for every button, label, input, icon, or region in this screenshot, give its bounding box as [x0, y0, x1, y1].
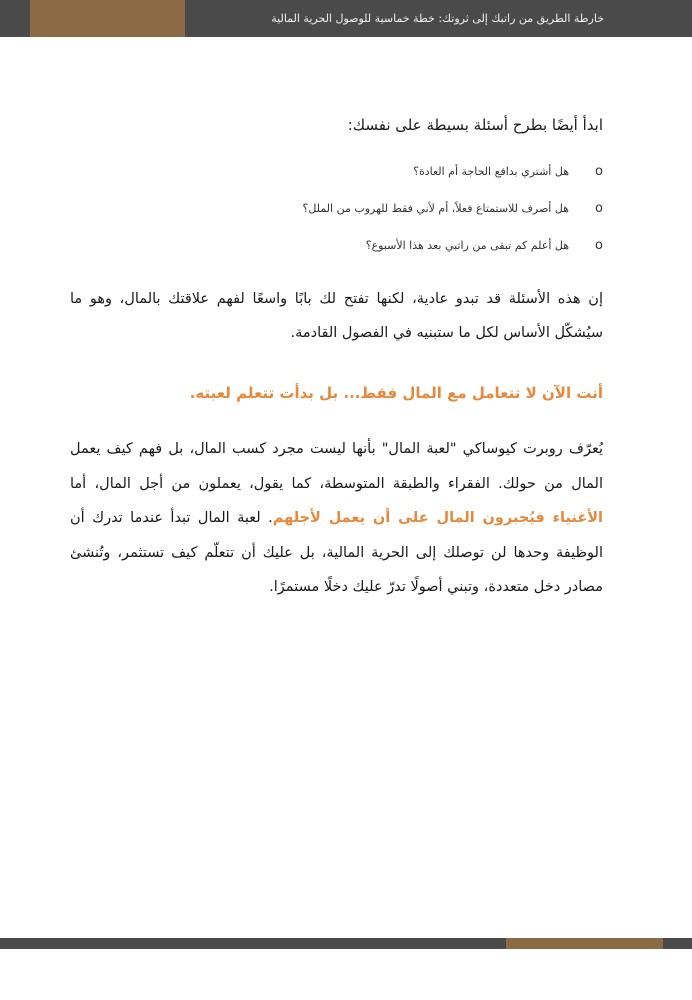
emphasized-phrase: الأغنياء فيُجبرون المال على أن يعمل لأجلهم: [272, 510, 603, 526]
question-text: هل أصرف للاستمتاع فعلاً، أم لأني فقط للهروب من الملل؟: [302, 202, 569, 215]
list-item: [70, 234, 603, 271]
paragraph-text: . لعبة المال تبدأ عندما تدرك أن الوظيفة وحدها لن توصلك إلى الحرية المالية، بل عليك أن تتعلّم كيف تستثمر، وتُنشئ مصادر دخل متعددة، وتبني أصولًا تدرّ عليك دخلًا مستمرًا.: [70, 510, 603, 595]
question-list: [70, 160, 603, 271]
bullet-circle-icon: o: [595, 201, 603, 216]
bullet-circle-icon: o: [595, 164, 603, 179]
list-item: [70, 197, 603, 234]
footer-accent-block: [506, 938, 663, 949]
intro-line: ابدأ أيضًا بطرح أسئلة بسيطة على نفسك:: [347, 116, 603, 134]
paragraph-money-game: [70, 432, 603, 605]
paragraph-text: يُعرّف روبرت كيوساكي "لعبة المال" بأنها ليست مجرد كسب المال، بل فهم كيف يعمل المال من حولك. الفقراء والطبقة المتوسطة، كما يقول، يعملون من أجل المال، أما: [70, 441, 603, 492]
question-text: هل أعلم كم تبقى من راتبي بعد هذا الأسبوع؟: [365, 239, 569, 252]
question-text: هل أشتري بدافع الحاجة أم العادة؟: [413, 165, 569, 178]
list-item: [70, 160, 603, 197]
header-accent-block: [30, 0, 185, 37]
bullet-circle-icon: o: [595, 238, 603, 253]
paragraph-questions-meaning: إن هذه الأسئلة قد تبدو عادية، لكنها تفتح لك بابًا واسعًا لفهم علاقتك بالمال، وهو ما سيُشكّل الأساس لكل ما ستبنيه في الفصول القادمة.: [70, 291, 603, 341]
running-header-title: خارطة الطريق من راتبك إلى ثروتك: خطة خماسية للوصول الحرية المالية: [271, 12, 604, 25]
section-highlight-heading: أنت الآن لا تتعامل مع المال فقط... بل بدأت تتعلم لعبته.: [189, 384, 603, 402]
